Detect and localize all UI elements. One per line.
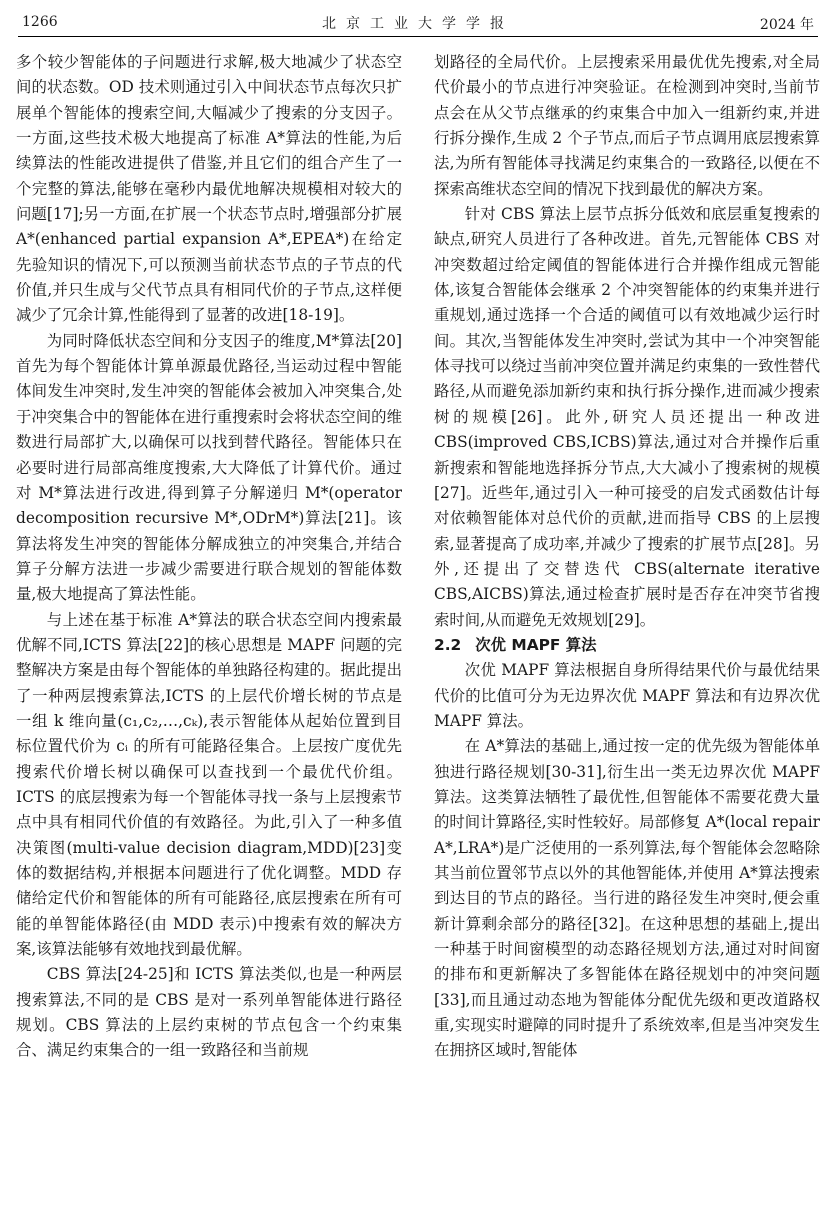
right-column [434,50,820,1064]
section-number: 2.2 [434,635,462,654]
header-rule [18,36,818,37]
body-paragraph: 多个较少智能体的子问题进行求解,极大地减少了状态空间的状态数。OD 技术则通过引入中间状态节点每次只扩展单个智能体的搜索空间,大幅减少了搜索的分支因子。一方面,这些技术极大地提高了标准 A*算法的性能,为后续算法的性能改进提供了借鉴,并且它们的组合产生了一个完整的算法,能够在毫秒内最优地解决规模相对较大的问题[17];另一方面,在扩展一个状态节点时,增强部分扩展 A*(enhanced partial expansion A*,EPEA*)在给定先验知识的情况下,可以预测当前状态节点的子节点的代价值,并只生成与父代节点具有相同代价的子节点,这样便减少了冗余计算,性能得到了显著的改进[18-19]。 [16,53,402,325]
page-number: 1266 [22,14,58,30]
left-column [16,50,402,1064]
body-paragraph: 在 A*算法的基础上,通过按一定的优先级为智能体单独进行路径规划[30-31],衍生出一类无边界次优 MAPF 算法。这类算法牺牲了最优性,但智能体不需要花费大量的时间计算路径,实时性较好。局部修复 A*(local repair A*,LRA*)是广泛使用的一系列算法,每个智能体会忽略除其当前位置邻节点以外的其他智能体,并使用 A*算法搜索到达目的节点的路径。当行进的路径发生冲突时,便会重新计算剩余部分的路径[32]。在这种思想的基础上,提出一种基于时间窗模型的动态路径规划方法,通过对时间窗的排布和更新解决了多智能体在路径规划中的冲突问题[33],而且通过动态地为智能体分配优先级和更改道路权重,实现实时避障的同时提升了系统效率,但是当冲突发生在拥挤区域时,智能体 [434,737,820,1060]
page-header [0,0,836,40]
body-paragraph: 为同时降低状态空间和分支因子的维度,M*算法[20]首先为每个智能体计算单源最优路径,当运动过程中智能体间发生冲突时,发生冲突的智能体会被加入冲突集合,处于冲突集合中的智能体在进行重搜索时会将状态空间的维数进行局部扩大,以确保可以找到替代路径。智能体只在必要时进行局部高维度搜索,大大降低了计算代价。通过对 M*算法进行改进,得到算子分解递归 M*(operator decomposition recursive M*,ODrM*)算法[21]。该算法将发生冲突的智能体分解成独立的冲突集合,并结合算子分解方法进一步减少需要进行联合规划的智能体数量,极大地提高了算法性能。 [16,331,402,604]
publication-year: 2024 年 [759,17,814,33]
body-paragraph: CBS 算法[24-25]和 ICTS 算法类似,也是一种两层搜索算法,不同的是 CBS 是对一系列单智能体进行路径规划。CBS 算法的上层约束树的节点包含一个约束集合、满足约束集合的一组一致路径和当前规 [16,965,402,1060]
body-paragraph: 针对 CBS 算法上层节点拆分低效和底层重复搜索的缺点,研究人员进行了各种改进。首先,元智能体 CBS 对冲突数超过给定阈值的智能体进行合并操作组成元智能体,该复合智能体会继承 2 个冲突智能体的约束集并进行重规划,通过选择一个合适的阈值可以有效地减少运行时间。其次,当智能体发生冲突时,尝试为其中一个冲突智能体寻找可以绕过当前冲突位置并满足约束集的一致性替代路径,从而避免添加新约束和执行拆分操作,进而减少搜索树的规模[26]。此外,研究人员还提出一种改进 CBS(improved CBS,ICBS)算法,通过对合并操作后重新搜索和智能地选择拆分节点,大大减小了搜索树的规模[27]。近些年,通过引入一种可接受的启发式函数估计每对依赖智能体对总代价的贡献,进而指导 CBS 的上层搜索,显著提高了成功率,并减少了搜索的扩展节点[28]。另外,还提出了交替迭代 CBS(alternate iterative CBS,AICBS)算法,通过检查扩展时是否存在冲突节省搜索时间,从而避免无效规划[29]。 [434,205,820,629]
body-paragraph: 与上述在基于标准 A*算法的联合状态空间内搜索最优解不同,ICTS 算法[22]的核心思想是 MAPF 问题的完整解决方案是由每个智能体的单独路径构建的。据此提出了一种两层搜索算法,ICTS 的上层代价增长树的节点是一组 k 维向量(c₁,c₂,…,cₖ),表示智能体从起始位置到目标位置代价为 cᵢ 的所有可能路径集合。上层按广度优先搜索代价增长树以确保可以查找到一个最优代价组。ICTS 的底层搜索为每一个智能体寻找一条与上层搜索节点中具有相同代价值的有效路径。为此,引入了一种多值决策图(multi-value decision diagram,MDD)[23]变体的数据结构,并根据本问题进行了优化调整。MDD 存储给定代价和智能体的所有可能路径,底层搜索在所有可能的单智能体路径(由 MDD 表示)中搜索有效的解决方案,该算法能够有效地找到最优解。 [16,610,402,959]
body-paragraph: 次优 MAPF 算法根据自身所得结果代价与最优结果代价的比值可分为无边界次优 MAPF 算法和有边界次优 MAPF 算法。 [434,661,820,730]
section-heading [434,633,820,658]
section-title: 次优 MAPF 算法 [475,635,597,654]
body-paragraph: 划路径的全局代价。上层搜索采用最优优先搜索,对全局代价最小的节点进行冲突验证。在检测到冲突时,当前节点会在从父节点继承的约束集合中加入一组新约束,并进行拆分操作,生成 2 个子节点,而后子节点调用底层搜索算法,为所有智能体寻找满足约束集合的一致路径,以便在不探索高维状态空间的情况下找到最优的解决方案。 [434,53,820,198]
journal-title: 北京工业大学学报 [322,16,514,32]
